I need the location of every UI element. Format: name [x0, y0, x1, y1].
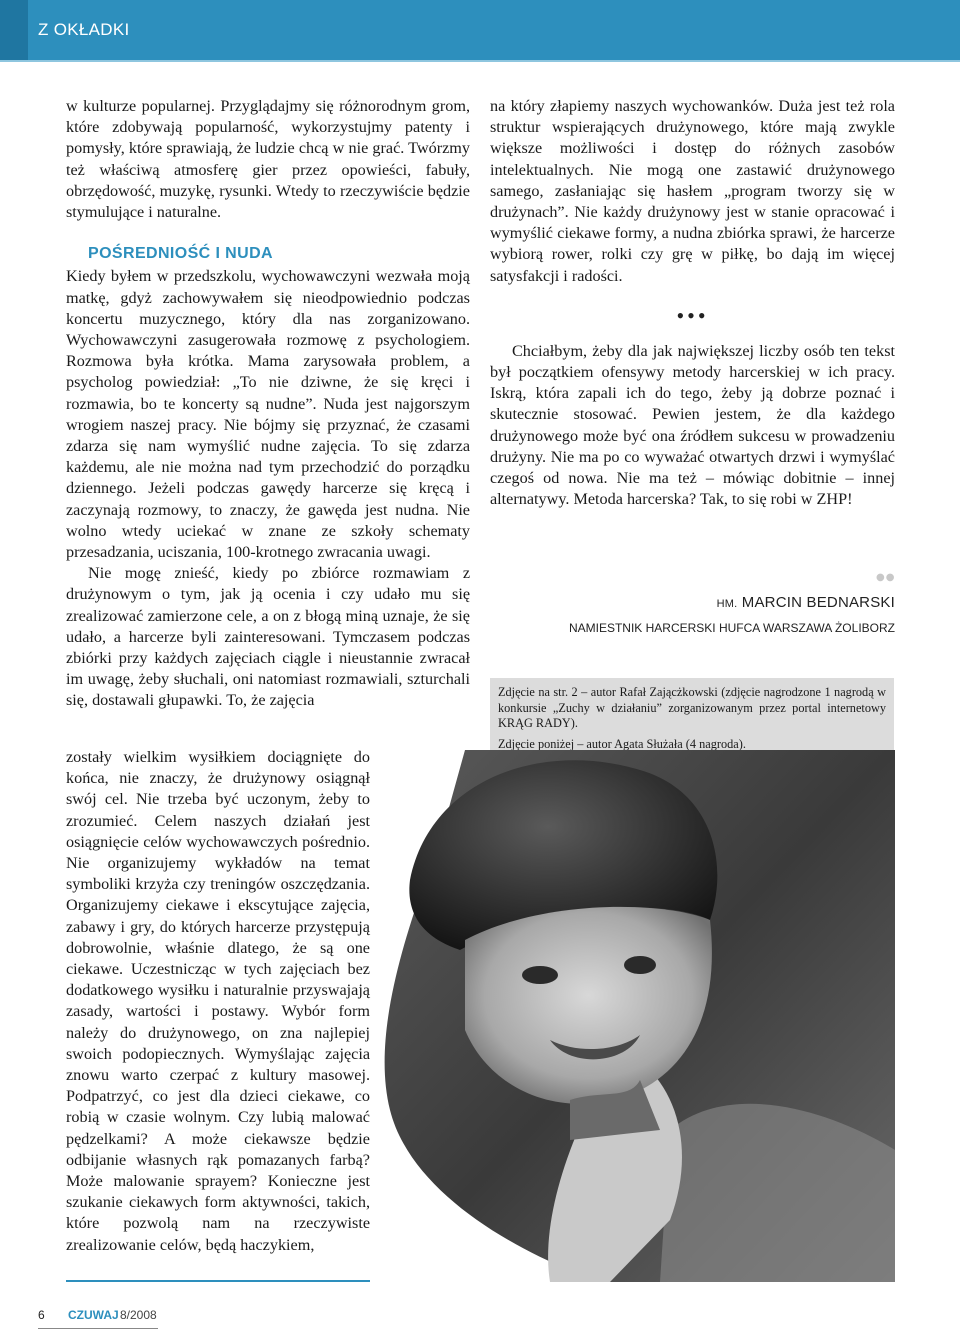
paragraph: na który złapiemy naszych wychowanków. Duża jest też rola struktur wspierających drużynowego, które mają zwykle większe możliwości i dostęp do różnych zasobów intelektualnych. Nie mogą one zastawić drużynowego samego, zasłaniając się hasłem „program tworzy się w drużynach”. Nie każdy drużynowy jest w stanie opracować i wymyślić ciekawe formy, a nudna zbiórka sprawi, że harcerze wybiorą rower, rolki czy grę w piłkę, bo dają im więcej satysfakcji i radości.: [490, 97, 895, 285]
paragraph: Nie mogę znieść, kiedy po zbiórce rozmawiam z drużynowym o tym, jak ją ocenia i czy udało mu się zrealizować zamierzone cele, a on z błogą miną uznaje, że się udało, a harcerze byli zainteresowani. Tymczasem podczas zbiórki przy każdych zajęciach ciągle i nieustannie zwracał im uwagę, żeby słuchali, oni natomiast rozmawiali, szturchali się, dostawali głupawki. To, że zajęcia: [66, 564, 470, 710]
caption-line: Zdjęcie na str. 2 – autor Rafał Zającżkowski (zdjęcie nagrodzone 1 nagrodą w konkursie „Zuchy w działaniu” zorganizowanym przez portal internetowy KRĄG RADY).: [498, 685, 886, 730]
section-label: Z OKŁADKI: [38, 20, 130, 39]
author-name-line: [569, 592, 895, 615]
header-divider: [0, 60, 960, 62]
left-column-bottom: [66, 747, 370, 1256]
issue-number: 8/2008: [120, 1308, 157, 1322]
magazine-name: CZUWAJ: [68, 1308, 119, 1322]
paragraph: w kulturze popularnej. Przyglądajmy się różnorodnym grom, które zdobywają popularność, wykorzystujmy patenty i pomysły, które sprawiają, że ludzie chcą w nie grać. Twórzmy też właściwą atmosferę gier przez opowieści, fabuły, obrzędowość, muzykę, rysunki. Wtedy to rzeczywiście będzie stymulujące i naturalne.: [66, 97, 470, 222]
paragraph: Kiedy byłem w przedszkolu, wychowawczyni wezwała moją matkę, gdyż zachowywałem się nieodpowiednio podczas koncertu muzycznego, który dla nas zorganizowano. Wychowawczyni zasugerowała rozmowę z psychologiem. Rozmowa była krótka. Mama zarysowała problem, a psycholog powiedział: „To nie dziwne, że się kręci i rozmawia, bo te koncerty są nudne”. Nuda jest najgorszym wrogiem naszej pracy. Nie bójmy się przyznać, że czasami zdarza się nam wymyślić nudne zajęcia. To się zdarza każdemu, ale nie można nad tym przechodzić do porządku dziennego. Jeżeli podczas gawędy harcerze się kręcą i zaczynają rozmowy, to znaczy, że gawęda jest nudna. Nie wolno wtedy uciekać w znane ze szkoły schematy przesadzania, uciszania, 100-krotnego zwracania uwagi.: [66, 267, 470, 562]
paragraph: Chciałbym, żeby dla jak największej liczby osób ten tekst był początkiem ofensywy metody harcerskiej w ich pracy. Iskrą, która zapali ich do tego, żeby ją dobrze poznać i skutecznie stosować. Pewien jestem, że dla każdego drużynowego może być ona źródłem sukcesu w prowadzeniu drużyny. Nie ma po co wyważać otwartych drzwi i wymyślać czegoś od nowa. Nie ma też – mówiąc dobitnie – innej alternatywy. Metoda harcerska? Tak, to się robi w ZHP!: [490, 341, 895, 509]
author-role: NAMIESTNIK HARCERSKI HUFCA WARSZAWA ŻOLIBORZ: [568, 621, 895, 635]
author-signature: [569, 592, 895, 639]
caption-line: Zdjęcie poniżej – autor Agata Służała (4 nagroda).: [498, 736, 746, 751]
subheading: POŚREDNIOŚĆ I NUDA: [88, 245, 273, 263]
paragraph: zostały wielkim wysiłkiem dociągnięte do końca, nie znaczy, że drużynowy osiągnął swój cel. Nie trzeba być uczonym, żeby to zrozumieć. Celem naszych działań jest osiągnięcie celów wychowawczych pośrednio. Nie organizujemy wykładów na temat symboliki krzyża czy treningów oszczędzania. Organizujemy ciekawe i ekscytujące zajęcia, zabawy i gry, do których harcerze przystępują dobrowolnie, właśnie dlatego, że są one ciekawe. Uczestnicząc w tych zajęciach bez dodatkowego wysiłku i naturalnie przyswajają zasady, wartości i postawy. Wybór form należy do drużynowego, on zna najlepiej swoich podopiecznych. Wymyślając zajęcia znowu warto czerpać z kultury masowej. Podpatrzyć, co jest dla dzieci ciekawe, co robią w czasie wolnym. Czy lubią malować pędzelkami? A może ciekawsze będzie odbijanie własnych rąk pomazanych farbą? Może malowanie sprayem? Konieczne jest szukanie ciekawych form aktywności, takich, które pozwolą nam na rzeczywiste zrealizowanie celów, będą haczykiem,: [66, 748, 370, 1254]
page-number: 6: [38, 1308, 45, 1322]
left-column-top: [66, 96, 470, 712]
photo-child-helmet: [370, 750, 895, 1282]
author-name: MARCIN BEDNARSKI: [741, 594, 895, 611]
right-column: [490, 96, 895, 510]
header-accent-block: [0, 0, 28, 60]
footer-divider: [66, 1280, 370, 1282]
section-header-bar: [0, 0, 960, 60]
signature-dots-icon: ●●: [876, 572, 896, 583]
footer-rule: [38, 1328, 158, 1329]
section-separator: •••: [676, 302, 709, 328]
author-rank: HM.: [716, 598, 738, 610]
